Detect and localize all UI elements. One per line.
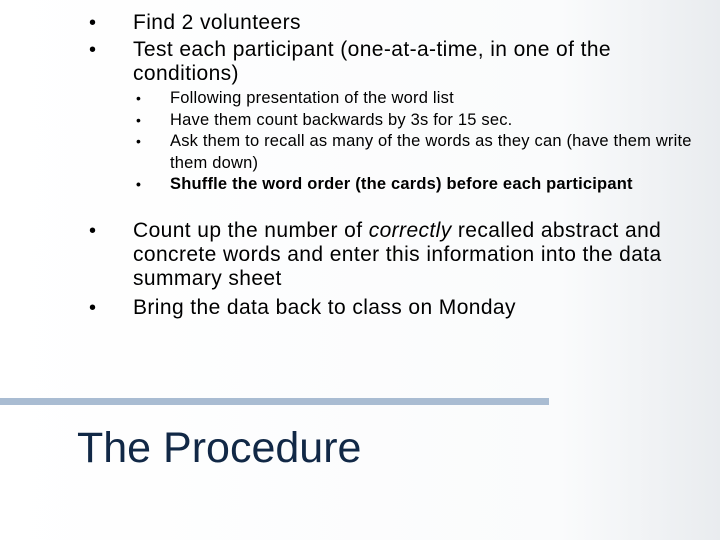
bullet-dot: • (136, 112, 142, 128)
bullet-text: Find 2 volunteers (133, 11, 301, 34)
bullet-item (89, 296, 698, 320)
bullet-item (89, 38, 698, 86)
bullet-text: Bring the data back to class on Monday (133, 296, 516, 319)
bullet-text: Ask them to recall as many of the words as they can (have them write them down) (170, 132, 692, 172)
bullet-text-emphasis: correctly (368, 219, 452, 242)
bullet-dot: • (89, 39, 97, 61)
bullet-text-pre: Count up the number of (133, 219, 369, 242)
bullet-item (89, 219, 698, 291)
bullet-text: Following presentation of the word list (170, 89, 454, 107)
bullet-text: Shuffle the word order (the cards) before each participant (170, 175, 633, 193)
bullet-text-post: recalled abstract and concrete words and enter this information into the data summary sheet (133, 219, 662, 290)
bullet-dot: • (136, 90, 142, 106)
bullet-item (89, 11, 698, 35)
bullet-text: Test each participant (one-at-a-time, in one of the conditions) (133, 38, 611, 85)
sub-bullet-item (136, 173, 700, 195)
sub-bullet-item (136, 109, 700, 131)
bullet-dot: • (89, 12, 97, 34)
sub-bullet-item (136, 87, 700, 109)
sub-bullet-item (136, 130, 700, 174)
bullet-dot: • (89, 220, 97, 242)
bullet-text: Have them count backwards by 3s for 15 sec. (170, 111, 513, 129)
bullet-dot: • (136, 133, 142, 149)
bullet-dot: • (89, 297, 97, 319)
slide-title: The Procedure (77, 424, 362, 472)
title-divider (0, 398, 549, 405)
bullet-dot: • (136, 176, 142, 192)
